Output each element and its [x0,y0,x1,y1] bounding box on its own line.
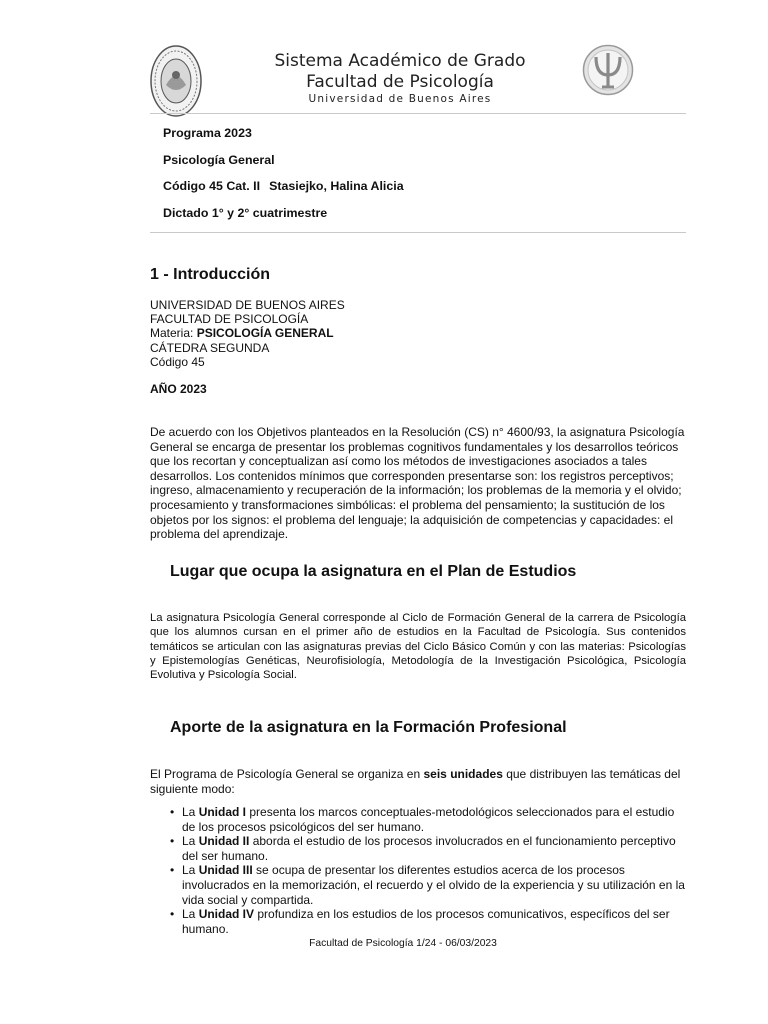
unit-name: Unidad II [198,834,250,849]
subject-value: PSICOLOGÍA GENERAL [196,326,334,340]
section-heading-introduccion: 1 - Introducción [150,266,270,283]
chair-line: CÁTEDRA SEGUNDA [150,341,270,355]
unit-description: presenta los marcos conceptuales-metodológicos seleccionados para el estudio de los procesos psicológicos del ser humano. [182,805,675,834]
unit-description: se ocupa de presentar los diferentes estudios acerca de los procesos involucrados en la memorización, el recuerdo y el olvido de la experiencia y su utilización en la vida social y compartida. [182,863,685,907]
list-item [150,907,686,936]
page-footer: Facultad de Psicología 1/24 - 06/03/2023 [309,938,497,949]
list-item [150,805,686,834]
section-heading-aporte: Aporte de la asignatura en la Formación Profesional [170,719,567,736]
subject-code: Código 45 Cat. II [163,179,261,193]
list-item [150,834,686,863]
subject-label: Materia: [150,326,197,340]
meta-divider [150,232,686,233]
bullet-prefix: La [182,863,199,878]
list-item [150,863,686,907]
unit-name: Unidad III [198,863,253,878]
header-divider [150,113,686,114]
intro-paragraph: De acuerdo con los Objetivos planteados en la Resolución (CS) n° 4600/93, la asignatura Psicología General se encarga de presentar los problemas cognitivos fundamentales y los desarrollos teóricos que los recortan y conceptualizan así como los métodos de investigaciones asociados a tales desarrollos. Los contenidos mínimos que corresponden presentarse son: los registros perceptivos; ingreso, almacenamiento y recuperación de la información; los problemas de la memoria y el olvido; procesamiento y transformaciones simbólicas: el problema del pensamiento; la sustitución de los objetos por los signos: el problema del lenguaje; la adquisición de competencias y capacidades: el problema del aprendizaje. [150,425,685,542]
bullet-prefix: La [182,805,199,819]
aporte-paragraph [150,767,686,796]
header-title: Sistema Académico de Grado [274,51,526,71]
unit-name: Unidad I [198,805,247,819]
bullet-icon: • [170,863,175,878]
bullet-prefix: La [182,834,199,849]
header-faculty: Facultad de Psicología [306,72,494,92]
unit-description: aborda el estudio de los procesos involucrados en el funcionamiento perceptivo del ser humano. [182,834,676,863]
aporte-text-before: El Programa de Psicología General se organiza en [150,767,424,781]
unit-name: Unidad IV [198,907,255,922]
subject-name: Psicología General [163,153,275,167]
subject-line [150,326,334,340]
bullet-prefix: La [182,907,199,922]
section-heading-lugar: Lugar que ocupa la asignatura en el Plan de Estudios [170,563,577,580]
professor-name: Stasiejko, Halina Alicia [269,179,404,193]
header-university: Universidad de Buenos Aires [308,93,492,105]
university-line: UNIVERSIDAD DE BUENOS AIRES [150,298,345,312]
faculty-line: FACULTAD DE PSICOLOGÍA [150,312,309,326]
aporte-text-bold: seis unidades [423,767,503,781]
code-line: Código 45 [150,355,205,369]
bullet-icon: • [170,805,175,819]
aporte-text-after: que distribuyen las temáticas del siguiente modo: [150,767,681,796]
program-year: Programa 2023 [163,126,252,140]
lugar-paragraph: La asignatura Psicología General corresponde al Ciclo de Formación General de la carrera de Psicología que los alumnos cursan en el primer año de estudios en la Facultad de Psicología. Sus contenidos temáticos se articulan con las asignaturas previas del Ciclo Básico Común y con las materias: Psicologías y Epistemologías Genéticas, Neurofisiología, Metodología de la Investigación Psicológica, Psicología Evolutiva y Psicología Social. [150,612,686,682]
unit-description: profundiza en los estudios de los procesos comunicativos, específicos del ser humano. [182,907,670,936]
bullet-icon: • [170,834,175,849]
unit-list [150,805,686,936]
university-seal-icon [150,45,202,117]
bullet-icon: • [170,907,175,922]
term-info: Dictado 1° y 2° cuatrimestre [163,206,328,220]
code-and-professor [163,179,404,193]
year-line: AÑO 2023 [150,382,207,396]
